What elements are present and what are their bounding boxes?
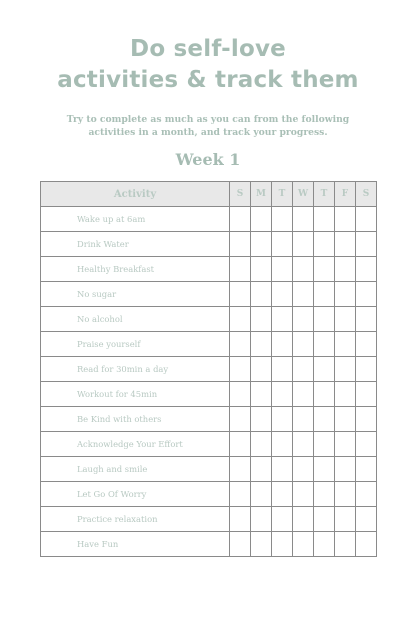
tracking-cell[interactable] — [230, 532, 251, 557]
tracker-table — [40, 181, 377, 557]
table-row — [41, 382, 377, 407]
tracking-cell[interactable] — [272, 532, 293, 557]
tracking-cell[interactable] — [356, 532, 377, 557]
tracking-cell[interactable] — [272, 282, 293, 307]
tracking-cell[interactable] — [272, 382, 293, 407]
table-header-row — [41, 182, 377, 207]
tracking-cell[interactable] — [335, 207, 356, 232]
tracking-cell[interactable] — [335, 382, 356, 407]
title-line-1: Do self-love — [130, 36, 286, 62]
tracking-cell[interactable] — [356, 332, 377, 357]
tracking-cell[interactable] — [314, 407, 335, 432]
tracking-cell[interactable] — [272, 207, 293, 232]
tracking-cell[interactable] — [272, 357, 293, 382]
tracking-cell[interactable] — [293, 507, 314, 532]
tracking-cell[interactable] — [251, 207, 272, 232]
tracking-cell[interactable] — [251, 357, 272, 382]
table-row — [41, 457, 377, 482]
tracking-cell[interactable] — [314, 232, 335, 257]
tracking-cell[interactable] — [314, 282, 335, 307]
tracking-cell[interactable] — [356, 257, 377, 282]
tracking-cell[interactable] — [251, 457, 272, 482]
tracking-cell[interactable] — [230, 357, 251, 382]
activity-column-header: Activity — [41, 182, 230, 207]
tracking-cell[interactable] — [314, 507, 335, 532]
tracking-cell[interactable] — [272, 482, 293, 507]
tracking-cell[interactable] — [230, 407, 251, 432]
tracking-cell[interactable] — [335, 507, 356, 532]
tracking-cell[interactable] — [293, 457, 314, 482]
table-row — [41, 407, 377, 432]
table-row — [41, 432, 377, 457]
tracking-cell[interactable] — [272, 507, 293, 532]
table-row — [41, 532, 377, 557]
tracking-cell[interactable] — [230, 482, 251, 507]
day-header: M — [251, 182, 272, 207]
tracking-cell[interactable] — [335, 432, 356, 457]
table-row — [41, 232, 377, 257]
day-header: S — [230, 182, 251, 207]
tracking-cell[interactable] — [293, 482, 314, 507]
tracking-cell[interactable] — [230, 432, 251, 457]
tracking-cell[interactable] — [293, 432, 314, 457]
table-row — [41, 307, 377, 332]
activity-label: No sugar — [41, 282, 230, 307]
week-label: Week 1 — [175, 150, 241, 169]
tracking-cell[interactable] — [335, 332, 356, 357]
tracking-cell[interactable] — [272, 232, 293, 257]
tracking-cell[interactable] — [272, 332, 293, 357]
tracking-cell[interactable] — [293, 257, 314, 282]
page-title — [0, 34, 416, 96]
table-row — [41, 357, 377, 382]
activity-label: Read for 30min a day — [41, 357, 230, 382]
tracking-cell[interactable] — [293, 282, 314, 307]
tracking-cell[interactable] — [251, 507, 272, 532]
tracking-cell[interactable] — [293, 332, 314, 357]
tracking-cell[interactable] — [314, 207, 335, 232]
tracking-cell[interactable] — [356, 432, 377, 457]
tracking-cell[interactable] — [356, 507, 377, 532]
tracking-cell[interactable] — [272, 432, 293, 457]
tracking-cell[interactable] — [230, 307, 251, 332]
activity-label: Acknowledge Your Effort — [41, 432, 230, 457]
day-header: S — [356, 182, 377, 207]
tracking-cell[interactable] — [251, 382, 272, 407]
tracking-cell[interactable] — [356, 282, 377, 307]
table-row — [41, 282, 377, 307]
activity-label: Have Fun — [41, 532, 230, 557]
tracking-cell[interactable] — [293, 407, 314, 432]
tracking-cell[interactable] — [335, 307, 356, 332]
day-header: T — [314, 182, 335, 207]
instructions — [0, 113, 416, 139]
tracking-cell[interactable] — [230, 457, 251, 482]
activity-label: Workout for 45min — [41, 382, 230, 407]
tracking-cell[interactable] — [272, 457, 293, 482]
activity-label: Let Go Of Worry — [41, 482, 230, 507]
tracking-cell[interactable] — [356, 382, 377, 407]
tracking-cell[interactable] — [251, 282, 272, 307]
activity-label: No alcohol — [41, 307, 230, 332]
tracking-cell[interactable] — [251, 482, 272, 507]
tracking-cell[interactable] — [314, 332, 335, 357]
tracking-cell[interactable] — [293, 307, 314, 332]
day-header: T — [272, 182, 293, 207]
title-line-2: activities & track them — [57, 67, 359, 93]
tracking-cell[interactable] — [272, 407, 293, 432]
activity-label: Healthy Breakfast — [41, 257, 230, 282]
instructions-line-1: Try to complete as much as you can from the following — [66, 114, 350, 125]
tracking-cell[interactable] — [314, 257, 335, 282]
tracking-cell[interactable] — [251, 307, 272, 332]
tracking-cell[interactable] — [335, 532, 356, 557]
table-row — [41, 507, 377, 532]
table-row — [41, 257, 377, 282]
tracking-cell[interactable] — [356, 207, 377, 232]
activity-label: Be Kind with others — [41, 407, 230, 432]
tracking-cell[interactable] — [356, 457, 377, 482]
instructions-line-2: activities in a month, and track your progress. — [88, 127, 328, 138]
tracking-cell[interactable] — [230, 207, 251, 232]
tracking-cell[interactable] — [335, 257, 356, 282]
tracking-cell[interactable] — [314, 357, 335, 382]
tracking-cell[interactable] — [293, 532, 314, 557]
tracking-cell[interactable] — [335, 407, 356, 432]
activity-label: Laugh and smile — [41, 457, 230, 482]
tracking-cell[interactable] — [230, 282, 251, 307]
tracking-cell[interactable] — [314, 382, 335, 407]
activity-label: Drink Water — [41, 232, 230, 257]
tracking-cell[interactable] — [293, 357, 314, 382]
tracking-cell[interactable] — [314, 432, 335, 457]
tracking-cell[interactable] — [356, 307, 377, 332]
tracking-cell[interactable] — [251, 407, 272, 432]
tracking-cell[interactable] — [251, 332, 272, 357]
tracking-cell[interactable] — [314, 457, 335, 482]
activity-label: Praise yourself — [41, 332, 230, 357]
table-row — [41, 332, 377, 357]
tracking-cell[interactable] — [272, 307, 293, 332]
tracking-cell[interactable] — [335, 282, 356, 307]
tracking-cell[interactable] — [356, 232, 377, 257]
tracking-cell[interactable] — [230, 332, 251, 357]
tracking-cell[interactable] — [251, 232, 272, 257]
table-row — [41, 207, 377, 232]
tracking-cell[interactable] — [293, 382, 314, 407]
tracking-cell[interactable] — [230, 507, 251, 532]
tracking-cell[interactable] — [356, 482, 377, 507]
table-row — [41, 482, 377, 507]
tracking-cell[interactable] — [293, 232, 314, 257]
tracking-cell[interactable] — [293, 207, 314, 232]
tracking-cell[interactable] — [251, 432, 272, 457]
tracking-cell[interactable] — [251, 257, 272, 282]
tracking-cell[interactable] — [251, 532, 272, 557]
day-header: F — [335, 182, 356, 207]
tracking-cell[interactable] — [272, 257, 293, 282]
activity-label: Wake up at 6am — [41, 207, 230, 232]
tracking-cell[interactable] — [356, 407, 377, 432]
tracker-body — [41, 207, 377, 557]
tracking-cell[interactable] — [335, 482, 356, 507]
tracking-cell[interactable] — [335, 457, 356, 482]
activity-label: Practice relaxation — [41, 507, 230, 532]
tracking-cell[interactable] — [230, 257, 251, 282]
tracking-cell[interactable] — [356, 357, 377, 382]
tracking-cell[interactable] — [335, 357, 356, 382]
tracking-cell[interactable] — [230, 382, 251, 407]
tracking-cell[interactable] — [230, 232, 251, 257]
tracking-cell[interactable] — [314, 532, 335, 557]
tracking-cell[interactable] — [314, 482, 335, 507]
tracking-cell[interactable] — [314, 307, 335, 332]
day-header: W — [293, 182, 314, 207]
tracking-cell[interactable] — [335, 232, 356, 257]
